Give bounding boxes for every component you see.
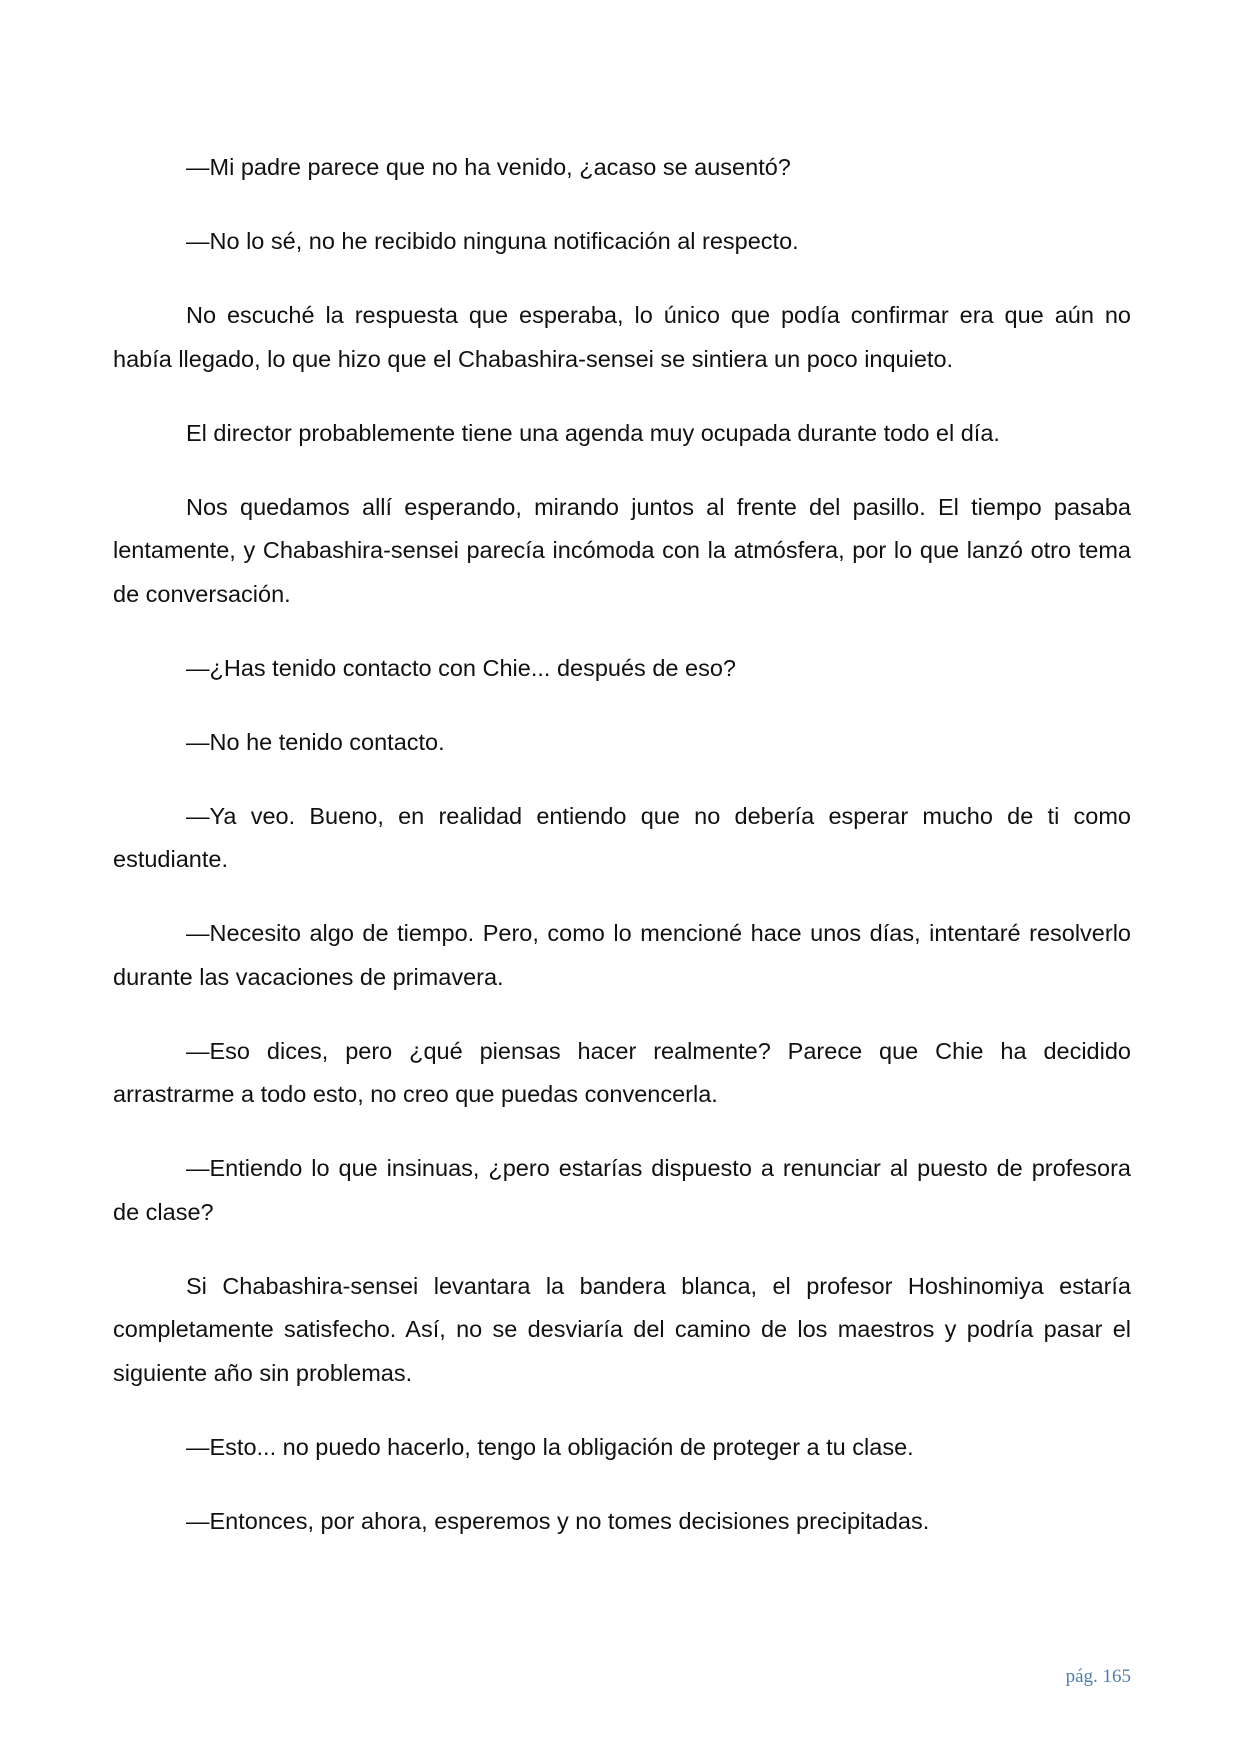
page-number: pág. 165	[1065, 1666, 1131, 1687]
paragraph: —Entonces, por ahora, esperemos y no tomes decisiones precipitadas.	[186, 1507, 930, 1534]
paragraph: Si Chabashira-sensei levantara la bandera blanca, el profesor Hoshinomiya estaría completamente satisfecho. Así, no se desviaría del camino de los maestros y podría pasar el siguiente año sin problemas.	[113, 1272, 1131, 1386]
paragraph: —No lo sé, no he recibido ninguna notificación al respecto.	[186, 228, 799, 254]
paragraph: —Eso dices, pero ¿qué piensas hacer realmente? Parece que Chie ha decidido arrastrarme a todo esto, no creo que puedas convencerla.	[113, 1037, 1131, 1107]
paragraph: Nos quedamos allí esperando, mirando juntos al frente del pasillo. El tiempo pasaba lentamente, y Chabashira-sensei parecía incómoda con la atmósfera, por lo que lanzó otro tema de conversación.	[113, 493, 1131, 607]
paragraph: No escuché la respuesta que esperaba, lo único que podía confirmar era que aún no había llegado, lo que hizo que el Chabashira-sensei se sintiera un poco inquieto.	[113, 302, 1131, 372]
paragraph: —Esto... no puedo hacerlo, tengo la obligación de proteger a tu clase.	[186, 1433, 914, 1460]
paragraph: —Ya veo. Bueno, en realidad entiendo que no debería esperar mucho de ti como estudiante.	[113, 802, 1131, 872]
body-text	[113, 146, 1131, 1574]
paragraph: —Mi padre parece que no ha venido, ¿acaso se ausentó?	[186, 154, 791, 180]
paragraph: —¿Has tenido contacto con Chie... después de eso?	[186, 654, 736, 681]
paragraph: El director probablemente tiene una agenda muy ocupada durante todo el día.	[186, 419, 1000, 446]
paragraph: —Entiendo lo que insinuas, ¿pero estarías dispuesto a renunciar al puesto de profesora de clase?	[113, 1155, 1131, 1225]
paragraph: —No he tenido contacto.	[186, 728, 445, 755]
paragraph: —Necesito algo de tiempo. Pero, como lo mencioné hace unos días, intentaré resolverlo durante las vacaciones de primavera.	[113, 920, 1131, 990]
